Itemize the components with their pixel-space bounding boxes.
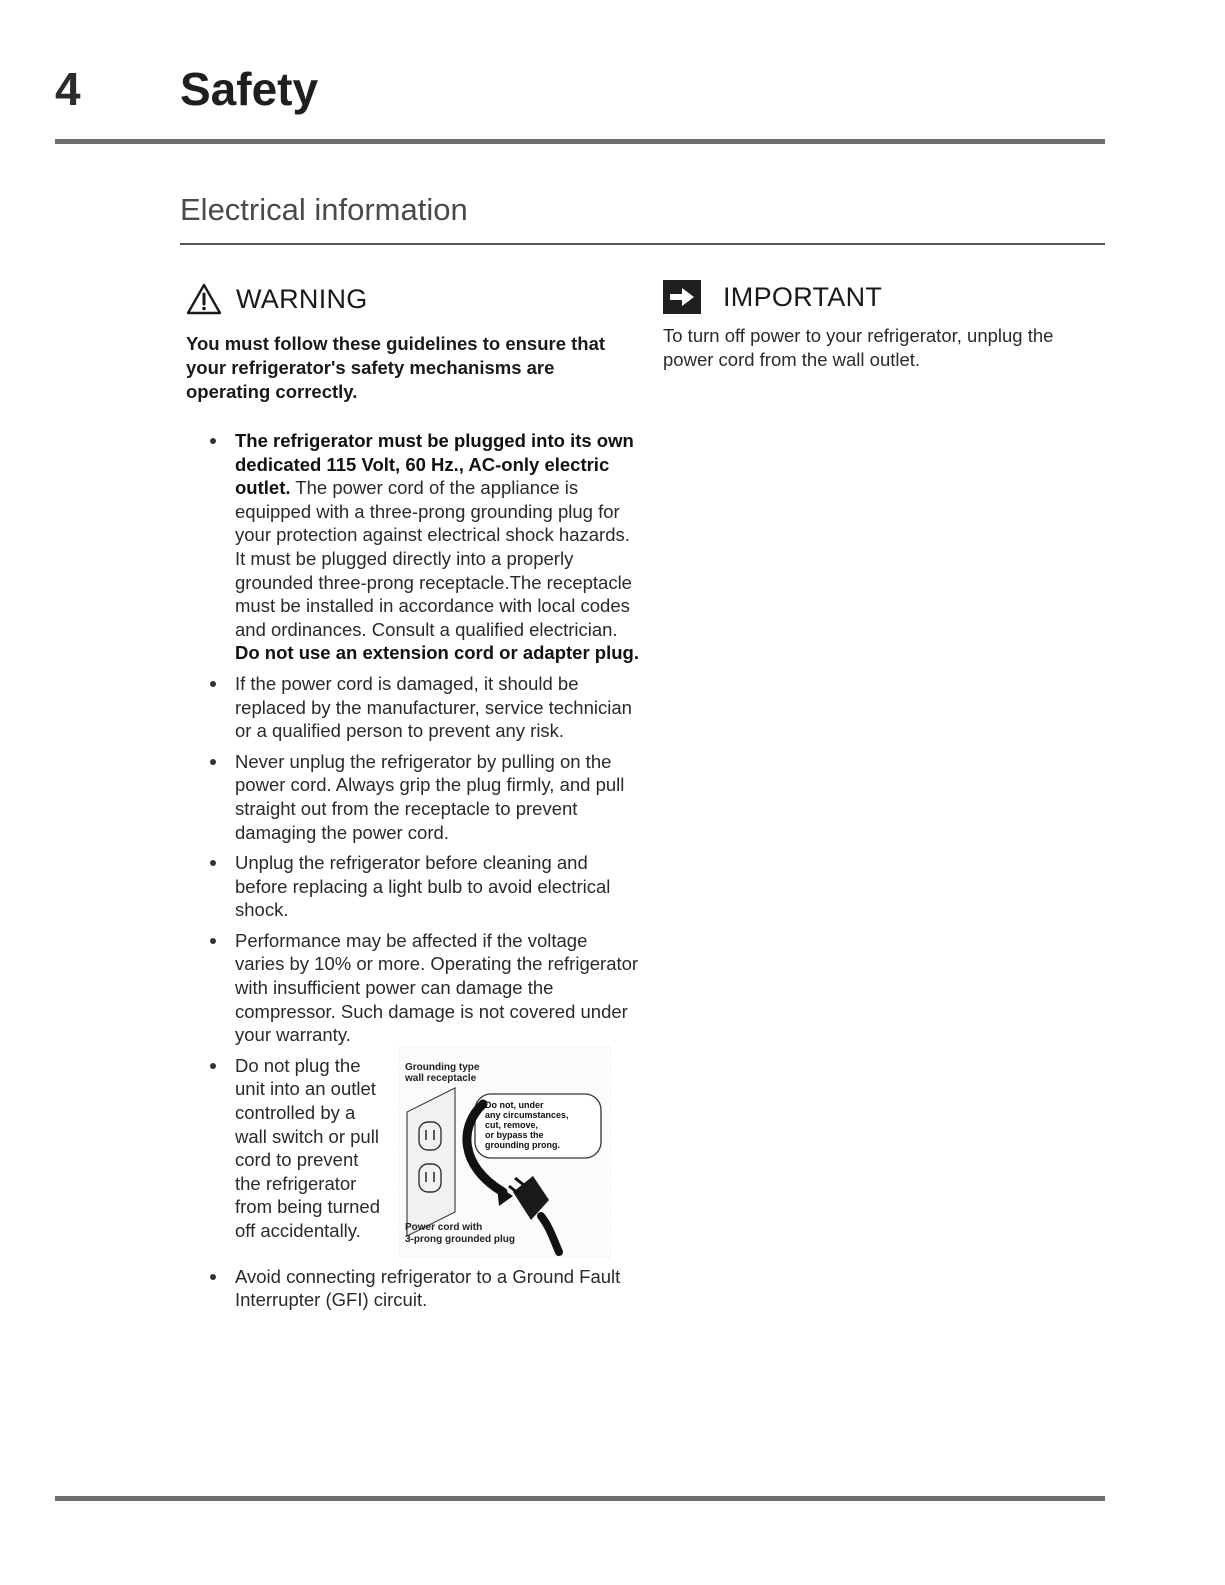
receptacle-label: wall receptacle — [405, 1072, 477, 1084]
important-label: IMPORTANT — [723, 281, 883, 312]
list-item — [209, 1054, 639, 1258]
receptacle-label: Grounding type — [405, 1061, 480, 1073]
callout-text: Do not, under — [485, 1099, 544, 1110]
section-title: Electrical information — [180, 192, 468, 227]
bullet-bold-text: The refrigerator must be plugged into its own dedicated 115 Volt, 60 Hz., AC-only electric outlet. — [235, 430, 634, 499]
warning-bullet-list — [209, 429, 639, 1319]
bullet-text: Never unplug the refrigerator by pulling on the power cord. Always grip the plug firmly, and pull straight out from the receptacle to prevent damaging the power cord. — [235, 750, 625, 843]
bullet-icon — [210, 860, 216, 866]
page-number: 4 — [55, 63, 81, 115]
bullet-text: Avoid connecting refrigerator to a Ground Fault Interrupter (GFI) circuit. — [235, 1265, 621, 1311]
list-item — [209, 429, 639, 665]
list-item — [209, 750, 639, 844]
callout-text: any circumstances, — [485, 1109, 569, 1120]
list-item — [209, 929, 639, 1047]
callout-text: grounding prong. — [485, 1139, 560, 1150]
bullet-icon — [210, 438, 216, 444]
bullet-icon — [210, 681, 216, 687]
important-text: To turn off power to your refrigerator, unplug the power cord from the wall outlet. — [663, 325, 1054, 370]
bullet-text: The power cord of the appliance is equipped with a three-prong grounding plug for your protection against electrical shock hazards. It must be plugged directly into a properly grounded three-prong receptacle.The receptacle must be installed in accordance with local codes and ordinances. Consult a qualified electrician. — [235, 477, 632, 640]
footer-divider — [55, 1496, 1105, 1501]
list-item — [209, 672, 639, 743]
header-divider — [55, 139, 1105, 144]
bullet-icon — [210, 1063, 216, 1069]
callout-text: cut, remove, — [485, 1119, 539, 1130]
callout-text: or bypass the — [485, 1129, 544, 1140]
cord-label: 3-prong grounded plug — [405, 1233, 515, 1245]
bullet-icon — [210, 759, 216, 765]
important-heading — [663, 280, 882, 314]
bullet-icon — [210, 938, 216, 944]
bullet-text: Do not plug the unit into an outlet controlled by a wall switch or pull cord to prevent the refrigerator from being turned off accidentally. — [235, 1054, 381, 1241]
bullet-text: Performance may be affected if the voltage varies by 10% or more. Operating the refrigerator with insufficient power can damage the compressor. Such damage is not covered under your warranty. — [235, 929, 639, 1046]
warning-heading — [186, 283, 368, 315]
chapter-title: Safety — [180, 63, 319, 115]
cord-label: Power cord with — [405, 1221, 483, 1233]
warning-label: WARNING — [236, 283, 368, 314]
bullet-text: Unplug the refrigerator before cleaning and before replacing a light bulb to avoid electrical shock. — [235, 852, 611, 921]
grounded-plug-illustration — [399, 1046, 611, 1258]
warning-triangle-icon — [186, 283, 222, 315]
bullet-text: If the power cord is damaged, it should be replaced by the manufacturer, service technician or a qualified person to prevent any risk. — [235, 672, 632, 742]
warning-intro: You must follow these guidelines to ensure that your refrigerator's safety mechanisms are operating correctly. — [186, 333, 606, 402]
list-item — [209, 851, 639, 922]
section-divider — [180, 243, 1105, 245]
bullet-icon — [210, 1274, 216, 1280]
bullet-bold-end: Do not use an extension cord or adapter plug. — [235, 642, 639, 664]
list-item — [209, 1265, 639, 1312]
arrow-right-box-icon — [663, 280, 701, 314]
